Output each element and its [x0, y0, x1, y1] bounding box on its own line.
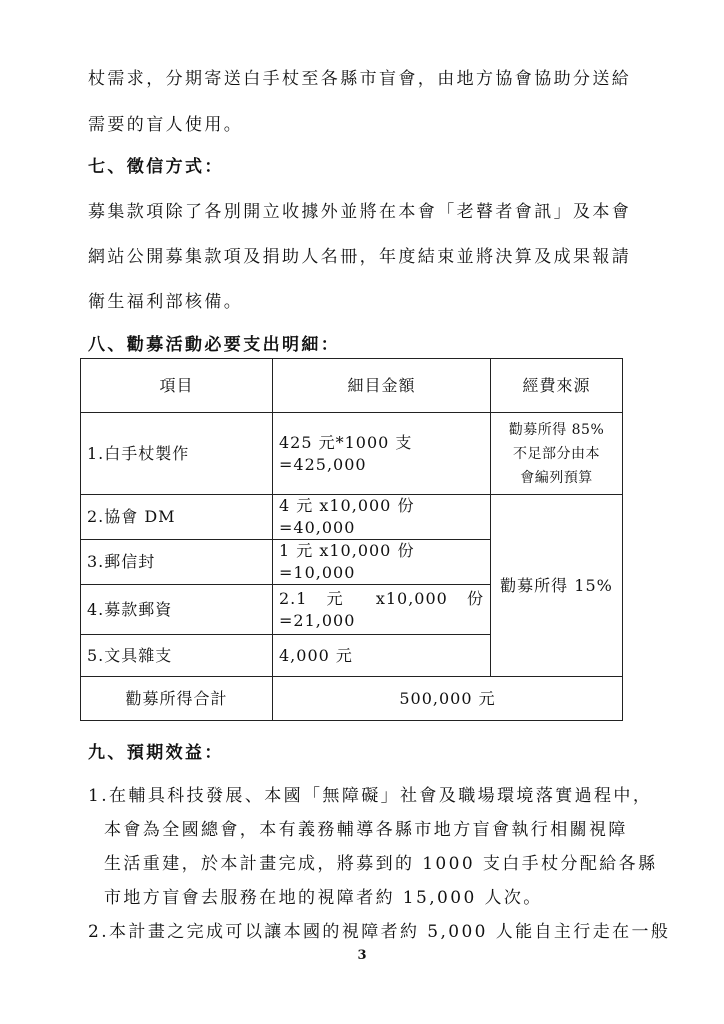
- paragraph-line: 網站公開募集款項及捐助人名冊，年度結束並將決算及成果報請: [88, 247, 632, 267]
- item-cell: 4.募款郵資: [81, 585, 273, 635]
- item-cell: 1.白手杖製作: [81, 413, 273, 495]
- total-label: 勸募所得合計: [81, 677, 273, 721]
- source-line: 會編列預算: [520, 469, 593, 486]
- paragraph-line: 募集款項除了各別開立收據外並將在本會「老瞽者會訊」及本會: [88, 202, 632, 222]
- benefit-line: 市地方盲會去服務在地的視障者約 15,000 人次。: [104, 888, 543, 908]
- paragraph-line: 需要的盲人使用。: [88, 115, 244, 135]
- paragraph-line: 衛生福利部核備。: [88, 292, 244, 312]
- page-number: 3: [357, 948, 367, 963]
- section-heading-9: 九、預期效益：: [88, 743, 224, 763]
- source-line: 勸募所得 85%: [508, 421, 605, 438]
- item-cell: 5.文具雜支: [81, 635, 273, 677]
- table-row: [81, 495, 623, 540]
- header-source: 經費來源: [491, 359, 623, 413]
- benefit-line: 生活重建，於本計畫完成，將募到的 1000 支白手杖分配給各縣: [104, 854, 658, 874]
- source-line: 不足部分由本: [513, 445, 600, 462]
- amount-cell: [273, 585, 491, 635]
- table-header-row: [81, 359, 623, 413]
- amount-cell: 4,000 元: [273, 635, 491, 677]
- source-cell-85: [491, 413, 623, 495]
- table-row: [81, 413, 623, 495]
- amount-line: =21,000: [279, 610, 356, 630]
- benefit-line: 本會為全國總會，本有義務輔導各縣市地方盲會執行相關視障: [104, 820, 628, 840]
- header-amount: 細目金額: [273, 359, 491, 413]
- benefit-line: 1.在輔具科技發展、本國「無障礙」社會及職場環境落實過程中，: [88, 786, 653, 806]
- item-cell: 2.協會 DM: [81, 495, 273, 540]
- item-cell: 3.郵信封: [81, 540, 273, 585]
- amount-cell: 4 元 x10,000 份=40,000: [273, 495, 491, 540]
- amount-cell: 425 元*1000 支=425,000: [273, 413, 491, 495]
- section-heading-8: 八、勸募活動必要支出明細：: [88, 335, 341, 355]
- source-cell-15: 勸募所得 15%: [491, 495, 623, 677]
- amount-line: 2.1 元 x10,000 份: [279, 588, 484, 608]
- benefit-line: 2.本計畫之完成可以讓本國的視障者約 5,000 人能自主行走在一般: [88, 922, 671, 942]
- header-item: 項目: [81, 359, 273, 413]
- total-value: 500,000 元: [273, 677, 623, 721]
- expense-table: [80, 358, 623, 721]
- section-heading-7: 七、徵信方式：: [88, 157, 224, 177]
- paragraph-line: 杖需求，分期寄送白手杖至各縣市盲會，由地方協會協助分送給: [88, 69, 632, 89]
- amount-cell: 1 元 x10,000 份=10,000: [273, 540, 491, 585]
- table-total-row: [81, 677, 623, 721]
